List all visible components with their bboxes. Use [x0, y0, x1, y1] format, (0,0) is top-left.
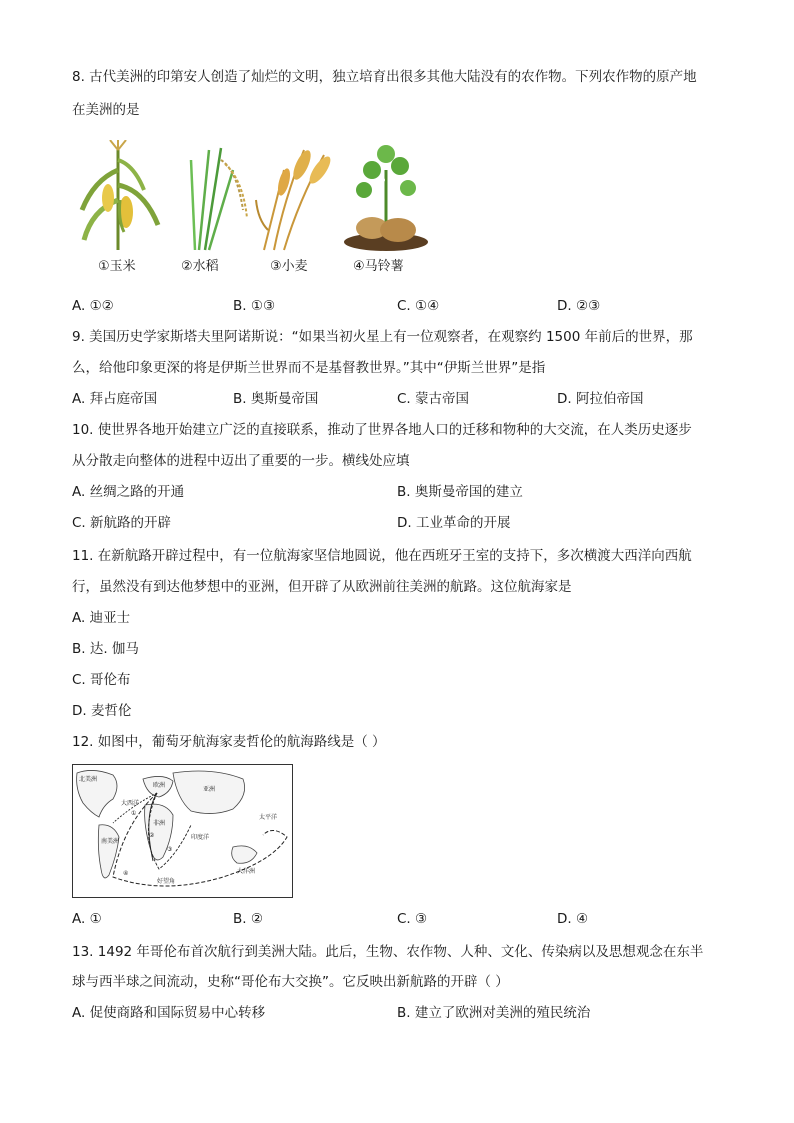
- q13-option-a[interactable]: A. 促使商路和国际贸易中心转移: [72, 1005, 266, 1021]
- q10-option-c[interactable]: C. 新航路的开辟: [72, 515, 172, 531]
- q12-option-a[interactable]: A. ①: [72, 911, 102, 927]
- q9-option-d[interactable]: D. 阿拉伯帝国: [557, 391, 644, 407]
- crop-label-corn: ①玉米: [98, 259, 136, 274]
- route-mark-4: ④: [123, 870, 129, 877]
- q9-option-a[interactable]: A. 拜占庭帝国: [72, 391, 158, 407]
- q12-option-b[interactable]: B. ②: [233, 911, 263, 927]
- q13-stem-line2: 球与西半球之间流动，史称“哥伦布大交换”。它反映出新航路的开辟（ ）: [72, 974, 509, 990]
- map-label-europe: 欧洲: [153, 782, 166, 789]
- potato-image: [342, 140, 430, 252]
- q9-stem-line2: 么，给他印象更深的将是伊斯兰世界而不是基督教世界。”其中“伊斯兰世界”是指: [72, 360, 546, 376]
- wheat-image: [254, 140, 342, 252]
- q11-option-d[interactable]: D. 麦哲伦: [72, 703, 132, 719]
- q12-stem: 12. 如图中，葡萄牙航海家麦哲伦的航海路线是（ ）: [72, 734, 386, 750]
- q8-option-b[interactable]: B. ①③: [233, 298, 276, 314]
- q10-stem-line1: 10. 使世界各地开始建立广泛的直接联系，推动了世界各地人口的迁移和物种的大交流，在人类历史逐步: [72, 422, 692, 438]
- q10-option-b[interactable]: B. 奥斯曼帝国的建立: [397, 484, 523, 500]
- q8-option-c[interactable]: C. ①④: [397, 298, 440, 314]
- q10-option-d[interactable]: D. 工业革命的开展: [397, 515, 511, 531]
- q8-option-d[interactable]: D. ②③: [557, 298, 601, 314]
- map-label-asia: 亚洲: [203, 786, 216, 793]
- crop-label-wheat: ③小麦: [270, 259, 308, 274]
- map-label-indian-ocean: 印度洋: [191, 834, 210, 841]
- route-mark-3: ③: [167, 846, 173, 853]
- map-label-north-america: 北美洲: [79, 776, 98, 783]
- q13-option-b[interactable]: B. 建立了欧洲对美洲的殖民统治: [397, 1005, 591, 1021]
- south-america-shape: [98, 825, 119, 878]
- rice-image: [169, 140, 257, 252]
- crop-label-potato: ④马铃薯: [353, 259, 404, 274]
- q11-stem-line1: 11. 在新航路开辟过程中，有一位航海家坚信地圆说，他在西班牙王室的支持下，多次横渡大西洋向西航: [72, 548, 692, 564]
- q11-option-b[interactable]: B. 达. 伽马: [72, 641, 139, 657]
- route-mark-2: ②: [149, 832, 155, 839]
- q9-option-b[interactable]: B. 奥斯曼帝国: [233, 391, 319, 407]
- australia-shape: [232, 846, 257, 863]
- q9-option-c[interactable]: C. 蒙古帝国: [397, 391, 470, 407]
- map-label-pacific: 太平洋: [259, 814, 278, 821]
- q8-stem-line2: 在美洲的是: [72, 102, 140, 118]
- q11-option-c[interactable]: C. 哥伦布: [72, 672, 131, 688]
- q9-stem-line1: 9. 美国历史学家斯塔夫里阿诺斯说：“如果当初火星上有一位观察者，在观察约 1500 年前后的世界，那: [72, 329, 693, 345]
- crop-label-rice: ②水稻: [181, 259, 219, 274]
- map-label-cape: 好望角: [157, 878, 176, 885]
- q8-stem-line1: 8. 古代美洲的印第安人创造了灿烂的文明，独立培育出很多其他大陆没有的农作物。下列农作物的原产地: [72, 69, 697, 85]
- route-mark-1: ①: [131, 810, 137, 817]
- q13-stem-line1: 13. 1492 年哥伦布首次航行到美洲大陆。此后，生物、农作物、人种、文化、传染病以及思想观念在东半: [72, 944, 704, 960]
- q11-stem-line2: 行，虽然没有到达他梦想中的亚洲，但开辟了从欧洲前往美洲的航路。这位航海家是: [72, 579, 572, 595]
- map-label-south-america: 南美洲: [101, 838, 120, 845]
- crop-images: [74, 140, 434, 255]
- corn-image: [74, 140, 162, 252]
- world-map-svg: [73, 765, 292, 897]
- q12-option-d[interactable]: D. ④: [557, 911, 589, 927]
- map-label-oceania: 大洋洲: [237, 868, 256, 875]
- q11-option-a[interactable]: A. 迪亚士: [72, 610, 131, 626]
- q10-option-a[interactable]: A. 丝绸之路的开通: [72, 484, 185, 500]
- q10-stem-line2: 从分散走向整体的进程中迈出了重要的一步。横线处应填: [72, 453, 410, 469]
- q12-option-c[interactable]: C. ③: [397, 911, 428, 927]
- navigation-routes-map: [72, 764, 293, 898]
- q8-option-a[interactable]: A. ①②: [72, 298, 114, 314]
- map-label-africa: 非洲: [153, 820, 166, 827]
- map-label-atlantic: 大西洋: [121, 800, 140, 807]
